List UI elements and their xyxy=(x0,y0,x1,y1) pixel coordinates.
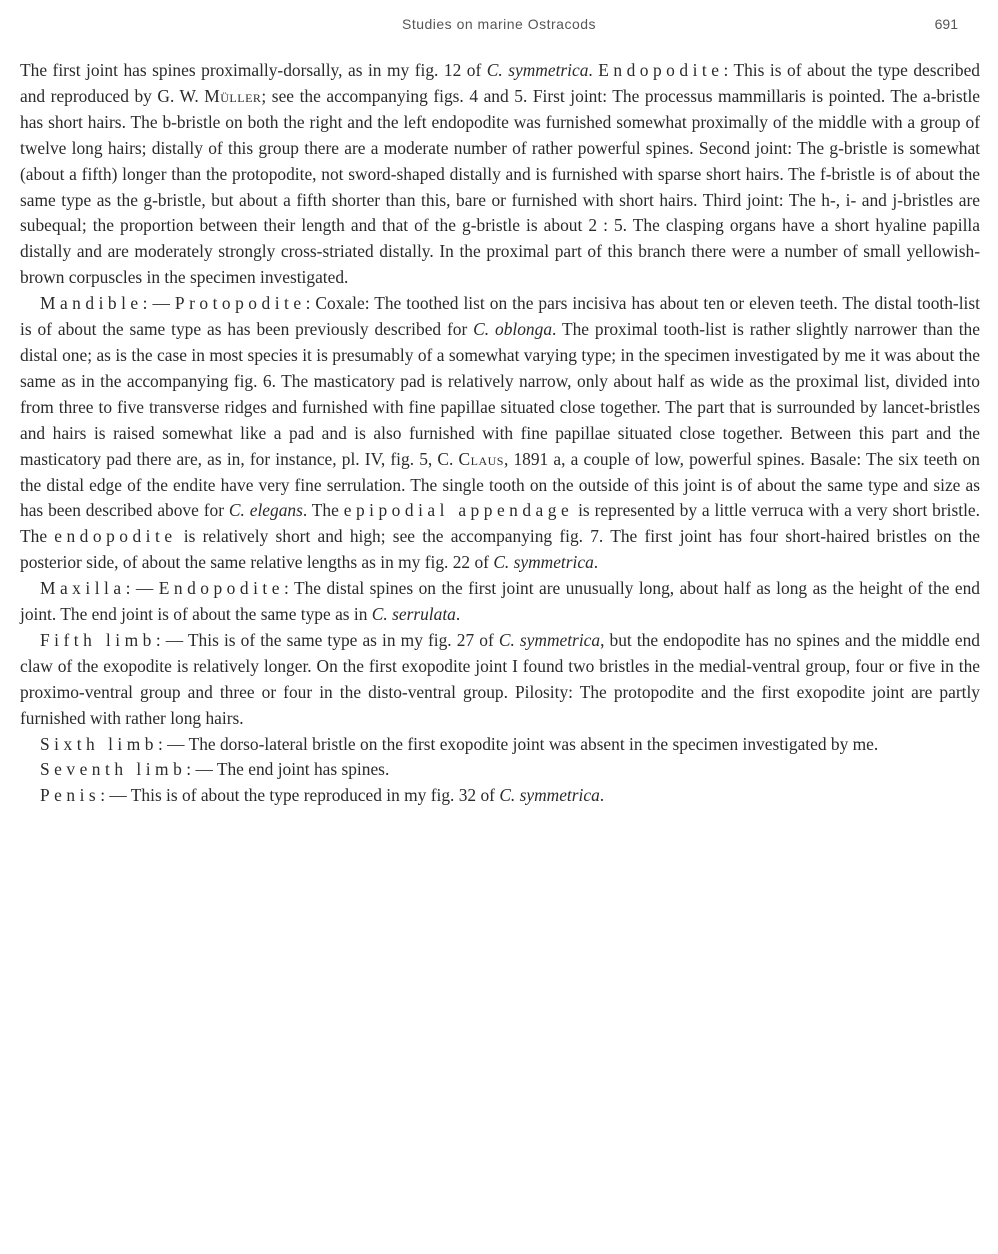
paragraph-seventh-limb xyxy=(20,757,980,783)
species-name: C. symmetrica xyxy=(498,629,601,650)
text-run: . xyxy=(455,604,461,625)
species-name: C. oblonga xyxy=(473,319,553,340)
section-heading: endopodite xyxy=(54,526,177,547)
species-name: C. symmetrica xyxy=(486,60,589,80)
text-run: ; see the accompanying figs. 4 and 5. First joint: The processus mammillaris is pointed. The a-bristle has short hairs. The b-bristle on both the right and the left endopodite was furnished somewhat proximally of the middle with a group of twelve long hairs; distally of this group there are a moderate number of rather powerful spines. Second joint: The g-bristle is somewhat (about a fifth) longer than the protopodite, not sword-shaped distally and is furnished with sparse short hairs. The f-bristle is of about the same type as the g-bristle, but about a fifth shorter than this, bare or furnished with short hairs. Third joint: The h-, i- and j-bristles are subequal; the proportion between their length and that of the g-bristle is about 2 : 5. The clasping organs have a short hyaline papilla distally and are moderately strongly cross-striated distally. In the proximal part of this branch there were a number of small yellowish-brown corpuscles in the specimen investigated. xyxy=(20,85,980,288)
section-heading: Mandible xyxy=(40,293,143,314)
text-run: is represented by a little verruca with a very short bristle. The xyxy=(20,500,981,547)
paragraph-mandible xyxy=(20,291,980,576)
text-run: . xyxy=(588,60,599,80)
author-name: Müller xyxy=(204,85,262,106)
section-heading: Endopodite xyxy=(598,60,724,80)
section-heading: epipodial appendage xyxy=(343,500,574,521)
paragraph-fifth-limb xyxy=(20,628,980,732)
text-run: , but the endopodite has no spines and the middle end claw of the exopodite is relatively longer. On the first exopodite joint I found two bristles in the medial-ventral group, four or five in the proximo-ventral group and three or four in the disto-ventral group. Pilosity: The protopodite and the first exopodite joint are partly furnished with rather long hairs. xyxy=(20,629,980,728)
section-heading: Penis xyxy=(40,785,101,806)
body-text xyxy=(20,58,980,809)
section-heading: Protopodite xyxy=(174,293,306,314)
author-name: Claus xyxy=(458,448,504,469)
page-number: 691 xyxy=(934,16,958,32)
section-heading: Fifth limb xyxy=(40,629,156,650)
species-name: C. elegans xyxy=(228,500,303,521)
text-run: : This is of about the type described and reproduced by G. W. xyxy=(20,60,980,106)
page-header xyxy=(0,16,998,38)
species-name: C. serrulata xyxy=(371,604,456,625)
paragraph-antennula-endopodite xyxy=(20,58,980,291)
text-run: . The proximal tooth-list is rather slightly narrower than the distal one; as is the case in most species it is presumably of a somewhat varying type; in the specimen investigated by me it was about the same as in the accompanying fig. 6. The masticatory pad is relatively narrow, only about half as wide as the proximal list, divided into from three to five transverse ridges and furnished with fine papillae situated close together. The part that is surrounded by lancet-bristles and hairs is raised somewhat like a pad and is also furnished with fine papillae situated close together. Between this part and the masticatory pad there are, as in, for instance, pl. IV, fig. 5, C. xyxy=(20,319,980,469)
text-run: . xyxy=(599,785,605,806)
paragraph-penis xyxy=(20,783,980,809)
text-run: . The xyxy=(302,500,344,521)
text-run: The first joint has spines proximally-dorsally, as in my fig. 12 of xyxy=(20,60,487,80)
text-run: : — xyxy=(142,293,175,314)
text-run: : — The dorso-lateral bristle on the first exopodite joint was absent in the specimen investigated by me. xyxy=(157,733,879,754)
text-run: : — The end joint has spines. xyxy=(186,759,390,780)
section-heading: Seventh limb xyxy=(40,759,187,780)
text-run: is relatively short and high; see the accompanying fig. 7. The first joint has four short-haired bristles on the posterior side, of about the same relative lengths as in my fig. 22 of xyxy=(20,526,980,573)
text-run: , 1891 a, a couple of low, powerful spines. Basale: The six teeth on the distal edge of the endite have very fine serrulation. The single tooth on the outside of this joint is of about the same type and size as has been described above for xyxy=(20,448,980,521)
paragraph-maxilla xyxy=(20,576,980,628)
section-heading: Endopodite xyxy=(158,578,284,599)
paragraph-sixth-limb xyxy=(20,732,980,758)
text-run: : Coxale: The toothed list on the pars incisiva has about ten or eleven teeth. The distal tooth-list is of about the same type as has been previously described for xyxy=(20,293,980,340)
section-heading: Maxilla xyxy=(40,578,126,599)
text-run: : — xyxy=(125,578,159,599)
species-name: C. symmetrica xyxy=(499,785,600,806)
text-run: : — This is of about the type reproduced in my fig. 32 of xyxy=(100,785,500,806)
section-heading: Sixth limb xyxy=(40,733,158,754)
text-run: : The distal spines on the first joint are unusually long, about half as long as the height of the end joint. The end joint is of about the same type as in xyxy=(20,578,981,625)
species-name: C. symmetrica xyxy=(493,552,594,573)
text-run: . xyxy=(593,552,599,573)
running-title: Studies on marine Ostracods xyxy=(401,16,597,32)
text-run: : — This is of the same type as in my fig. 27 of xyxy=(155,629,499,650)
